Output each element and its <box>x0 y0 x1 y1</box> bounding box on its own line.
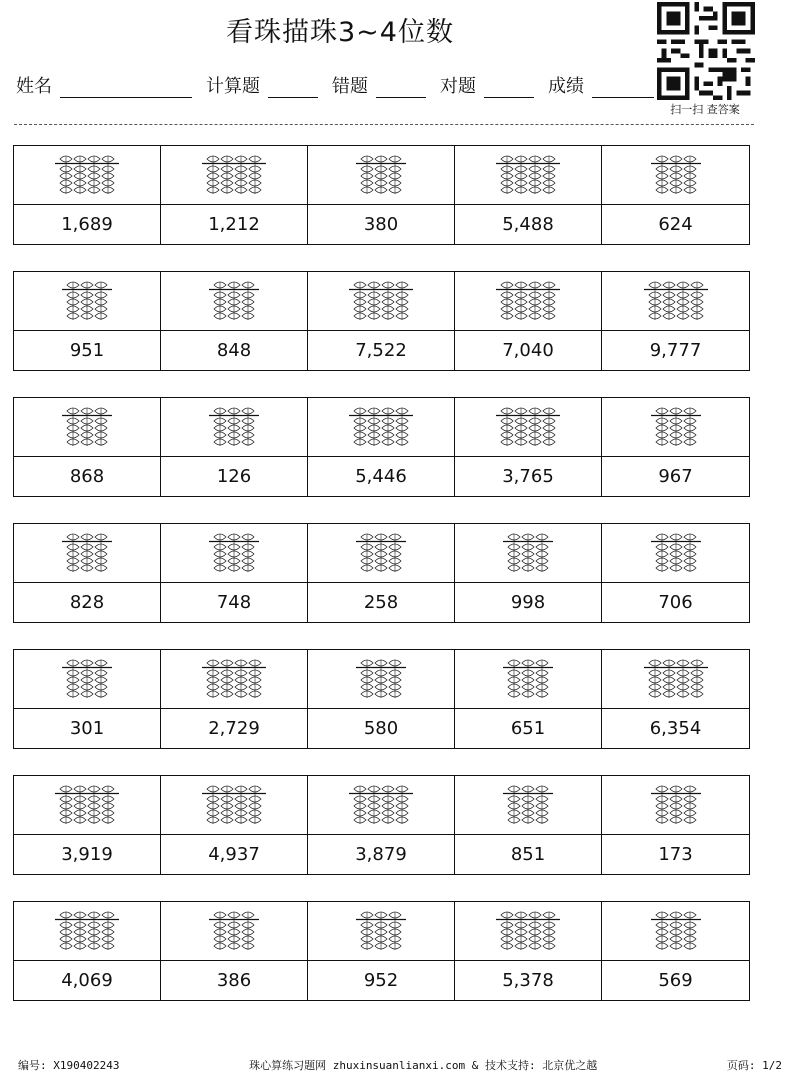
abacus-number: 6,354 <box>649 718 702 739</box>
exercise-block <box>13 145 750 245</box>
abacus-icon <box>202 155 266 195</box>
abacus-number: 651 <box>510 718 546 739</box>
abacus-drawing-area[interactable] <box>308 146 454 205</box>
abacus-number: 624 <box>658 214 693 235</box>
doc-code: 编号: X190402243 <box>18 1059 120 1072</box>
right-label: 对题 <box>440 76 476 97</box>
exercise-cell <box>455 398 602 496</box>
abacus-icon <box>644 659 708 699</box>
abacus-drawing-area[interactable] <box>161 272 307 331</box>
abacus-number: 569 <box>658 970 693 991</box>
exercise-cell <box>161 146 308 244</box>
qr-code-icon[interactable] <box>657 2 755 100</box>
abacus-drawing-area[interactable] <box>161 146 307 205</box>
abacus-icon <box>55 155 119 195</box>
exercise-cell <box>455 650 602 748</box>
abacus-drawing-area[interactable] <box>308 272 454 331</box>
score-field[interactable] <box>592 73 654 98</box>
abacus-drawing-area[interactable] <box>455 272 601 331</box>
exercise-cell <box>308 146 455 244</box>
abacus-icon <box>62 659 112 699</box>
abacus-icon <box>209 533 259 573</box>
abacus-icon <box>62 407 112 447</box>
abacus-icon <box>202 785 266 825</box>
abacus-icon <box>651 155 701 195</box>
student-info-bar <box>16 72 668 98</box>
exercise-cell <box>308 650 455 748</box>
abacus-icon <box>349 407 413 447</box>
abacus-drawing-area[interactable] <box>308 776 454 835</box>
abacus-icon <box>496 407 560 447</box>
abacus-icon <box>651 533 701 573</box>
abacus-drawing-area[interactable] <box>602 650 749 709</box>
abacus-drawing-area[interactable] <box>161 902 307 961</box>
exercise-cell <box>602 146 749 244</box>
abacus-number: 748 <box>216 592 252 613</box>
abacus-drawing-area[interactable] <box>14 902 160 961</box>
abacus-number: 3,765 <box>502 466 554 487</box>
abacus-drawing-area[interactable] <box>161 398 307 457</box>
abacus-number: 3,879 <box>355 844 407 865</box>
abacus-number: 828 <box>69 592 105 613</box>
exercise-cell <box>161 398 308 496</box>
exercise-cell <box>455 524 602 622</box>
abacus-drawing-area[interactable] <box>14 524 160 583</box>
abacus-drawing-area[interactable] <box>308 398 454 457</box>
abacus-drawing-area[interactable] <box>14 776 160 835</box>
abacus-number: 851 <box>510 844 546 865</box>
abacus-icon <box>202 659 266 699</box>
exercise-cell <box>14 146 161 244</box>
exercise-cell <box>602 272 749 370</box>
abacus-number: 2,729 <box>208 718 260 739</box>
exercise-cell <box>161 524 308 622</box>
abacus-number: 868 <box>69 466 105 487</box>
exercise-cell <box>308 776 455 874</box>
abacus-drawing-area[interactable] <box>455 146 601 205</box>
abacus-drawing-area[interactable] <box>602 902 749 961</box>
name-field[interactable] <box>60 73 192 98</box>
footer <box>18 1057 782 1073</box>
abacus-number: 4,069 <box>61 970 113 991</box>
exercise-cell <box>455 272 602 370</box>
exercise-block <box>13 901 750 1001</box>
exercise-block <box>13 397 750 497</box>
calc-field[interactable] <box>268 73 318 98</box>
abacus-number: 580 <box>363 718 399 739</box>
abacus-number: 1,689 <box>61 214 113 235</box>
exercise-cell <box>308 524 455 622</box>
abacus-number: 848 <box>216 340 252 361</box>
abacus-drawing-area[interactable] <box>14 650 160 709</box>
abacus-number: 5,446 <box>355 466 407 487</box>
exercise-block <box>13 649 750 749</box>
exercise-cell <box>161 272 308 370</box>
abacus-icon <box>651 911 701 951</box>
abacus-drawing-area[interactable] <box>602 398 749 457</box>
abacus-drawing-area[interactable] <box>308 902 454 961</box>
abacus-drawing-area[interactable] <box>161 524 307 583</box>
score-label: 成绩 <box>548 76 584 97</box>
wrong-label: 错题 <box>332 76 368 97</box>
exercise-sheet <box>13 145 750 1027</box>
abacus-icon <box>62 533 112 573</box>
abacus-icon <box>209 407 259 447</box>
abacus-icon <box>356 155 406 195</box>
abacus-icon <box>503 785 553 825</box>
abacus-drawing-area[interactable] <box>308 524 454 583</box>
abacus-number: 1,212 <box>208 214 260 235</box>
abacus-number: 706 <box>658 592 693 613</box>
exercise-cell <box>14 650 161 748</box>
page-number: 页码: 1/2 <box>726 1059 782 1072</box>
abacus-drawing-area[interactable] <box>455 776 601 835</box>
abacus-drawing-area[interactable] <box>455 902 601 961</box>
abacus-icon <box>209 911 259 951</box>
abacus-icon <box>356 533 406 573</box>
abacus-number: 7,522 <box>355 340 407 361</box>
abacus-icon <box>503 659 553 699</box>
exercise-cell <box>161 902 308 1000</box>
abacus-number: 951 <box>69 340 105 361</box>
abacus-number: 258 <box>363 592 399 613</box>
abacus-drawing-area[interactable] <box>161 776 307 835</box>
abacus-number: 173 <box>658 844 693 865</box>
abacus-drawing-area[interactable] <box>14 146 160 205</box>
abacus-number: 386 <box>216 970 252 991</box>
abacus-number: 380 <box>363 214 399 235</box>
abacus-icon <box>644 281 708 321</box>
abacus-icon <box>349 281 413 321</box>
exercise-cell <box>14 398 161 496</box>
exercise-block <box>13 775 750 875</box>
abacus-icon <box>651 785 701 825</box>
exercise-cell <box>455 146 602 244</box>
abacus-number: 301 <box>69 718 105 739</box>
exercise-cell <box>14 524 161 622</box>
exercise-cell <box>161 650 308 748</box>
exercise-cell <box>161 776 308 874</box>
abacus-icon <box>496 281 560 321</box>
abacus-drawing-area[interactable] <box>161 650 307 709</box>
exercise-cell <box>14 272 161 370</box>
abacus-icon <box>496 155 560 195</box>
exercise-block <box>13 523 750 623</box>
cut-line <box>14 124 754 125</box>
exercise-cell <box>14 902 161 1000</box>
right-field[interactable] <box>484 73 534 98</box>
abacus-number: 5,488 <box>502 214 554 235</box>
abacus-number: 967 <box>658 466 693 487</box>
exercise-cell <box>455 776 602 874</box>
exercise-cell <box>14 776 161 874</box>
page-title: 看珠描珠3~4位数 <box>226 17 454 48</box>
abacus-number: 126 <box>216 466 252 487</box>
exercise-cell <box>602 902 749 1000</box>
abacus-icon <box>55 785 119 825</box>
name-label: 姓名 <box>16 76 52 97</box>
abacus-drawing-area[interactable] <box>602 146 749 205</box>
abacus-icon <box>356 911 406 951</box>
abacus-icon <box>209 281 259 321</box>
abacus-drawing-area[interactable] <box>14 398 160 457</box>
exercise-cell <box>455 902 602 1000</box>
qr-caption: 扫一扫 查答案 <box>670 103 740 116</box>
exercise-cell <box>308 398 455 496</box>
abacus-number: 5,378 <box>502 970 554 991</box>
abacus-number: 4,937 <box>208 844 260 865</box>
abacus-number: 952 <box>363 970 399 991</box>
abacus-icon <box>55 911 119 951</box>
abacus-icon <box>356 659 406 699</box>
abacus-icon <box>62 281 112 321</box>
abacus-number: 3,919 <box>61 844 113 865</box>
abacus-icon <box>503 533 553 573</box>
exercise-cell <box>602 650 749 748</box>
abacus-icon <box>349 785 413 825</box>
calc-label: 计算题 <box>206 76 260 97</box>
exercise-cell <box>602 524 749 622</box>
abacus-number: 9,777 <box>649 340 702 361</box>
abacus-drawing-area[interactable] <box>602 776 749 835</box>
abacus-number: 7,040 <box>502 340 554 361</box>
exercise-cell <box>308 902 455 1000</box>
abacus-drawing-area[interactable] <box>602 272 749 331</box>
abacus-drawing-area[interactable] <box>308 650 454 709</box>
abacus-number: 998 <box>510 592 546 613</box>
exercise-cell <box>308 272 455 370</box>
abacus-drawing-area[interactable] <box>455 650 601 709</box>
site-credit: 珠心算练习题网 zhuxinsuanlianxi.com & 技术支持: 北京优之越 <box>249 1059 598 1072</box>
exercise-cell <box>602 776 749 874</box>
abacus-drawing-area[interactable] <box>455 398 601 457</box>
exercise-cell <box>602 398 749 496</box>
abacus-icon <box>651 407 701 447</box>
abacus-drawing-area[interactable] <box>14 272 160 331</box>
abacus-drawing-area[interactable] <box>455 524 601 583</box>
wrong-field[interactable] <box>376 73 426 98</box>
abacus-icon <box>496 911 560 951</box>
abacus-drawing-area[interactable] <box>602 524 749 583</box>
exercise-block <box>13 271 750 371</box>
